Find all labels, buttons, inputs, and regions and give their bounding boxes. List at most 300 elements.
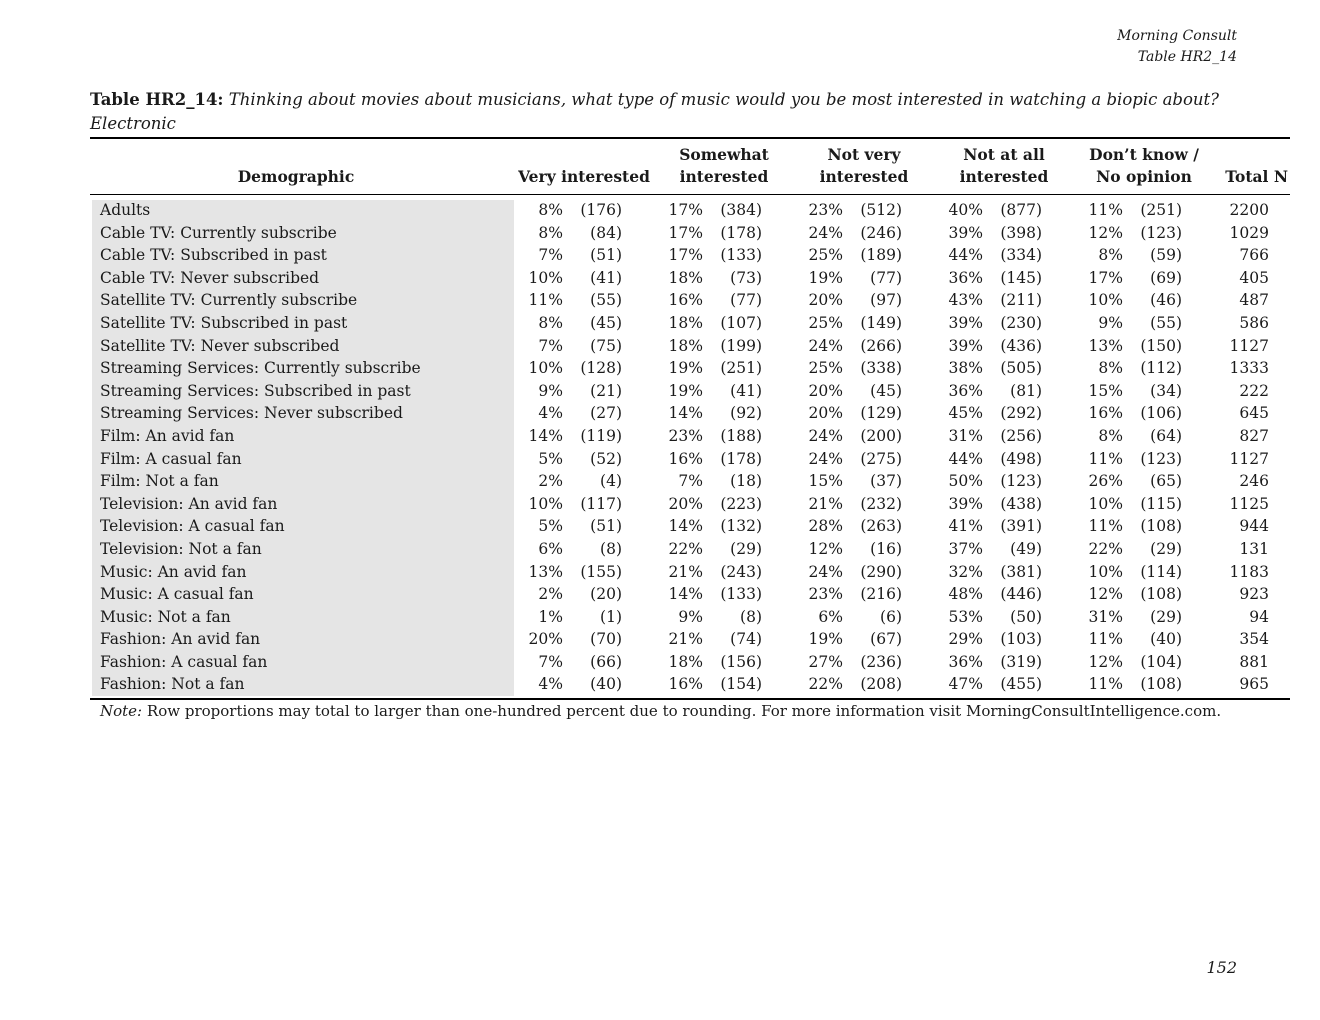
somewhat-interested-n: (73)	[730, 268, 762, 287]
not-at-all-interested-pct: 40%	[948, 201, 983, 219]
col-notatall-line1: Not at all	[963, 145, 1045, 164]
very-interested-pct: 1%	[538, 607, 563, 626]
total-n: 405	[1239, 268, 1269, 287]
very-interested-pct: 14%	[528, 426, 563, 445]
not-very-interested-n: (97)	[870, 291, 902, 310]
not-very-interested-n: (236)	[860, 652, 902, 671]
col-not-very-interested	[794, 144, 934, 188]
very-interested-pct: 8%	[538, 223, 563, 242]
very-interested-n: (27)	[590, 404, 622, 423]
not-very-interested-pct: 22%	[808, 675, 843, 694]
col-notvery-line2: interested	[819, 167, 909, 186]
very-interested-pct: 8%	[538, 313, 563, 332]
not-at-all-interested-pct: 50%	[948, 472, 983, 491]
demographic-label: Fashion: Not a fan	[100, 675, 245, 694]
somewhat-interested-pct: 16%	[668, 449, 703, 468]
not-very-interested-n: (266)	[860, 336, 902, 355]
total-n: 1333	[1229, 359, 1269, 378]
dont-know-pct: 12%	[1088, 585, 1123, 604]
col-notvery-line1: Not very	[827, 145, 901, 164]
not-at-all-interested-pct: 39%	[948, 313, 983, 332]
somewhat-interested-pct: 21%	[668, 630, 703, 649]
very-interested-pct: 2%	[538, 472, 563, 491]
total-n: 487	[1239, 291, 1269, 310]
demographic-label: Streaming Services: Currently subscribe	[100, 359, 421, 378]
not-very-interested-n: (246)	[860, 223, 902, 242]
dont-know-pct: 8%	[1098, 246, 1123, 265]
somewhat-interested-pct: 7%	[678, 472, 703, 491]
not-at-all-interested-pct: 37%	[948, 539, 983, 558]
somewhat-interested-n: (107)	[720, 313, 762, 332]
somewhat-interested-n: (77)	[730, 291, 762, 310]
very-interested-n: (51)	[590, 517, 622, 536]
dont-know-pct: 12%	[1088, 652, 1123, 671]
total-n: 827	[1239, 426, 1269, 445]
table-note	[100, 700, 1221, 722]
not-very-interested-n: (200)	[860, 426, 902, 445]
dont-know-pct: 9%	[1098, 313, 1123, 332]
somewhat-interested-n: (8)	[740, 607, 762, 626]
not-at-all-interested-pct: 39%	[948, 336, 983, 355]
somewhat-interested-n: (74)	[730, 630, 762, 649]
total-n: 1183	[1229, 562, 1269, 581]
somewhat-interested-n: (199)	[720, 336, 762, 355]
demographic-label: Fashion: A casual fan	[100, 652, 268, 671]
not-very-interested-pct: 24%	[808, 562, 843, 581]
not-very-interested-n: (216)	[860, 585, 902, 604]
table-row	[90, 448, 1290, 471]
dont-know-n: (69)	[1150, 268, 1182, 287]
table-row	[90, 199, 1290, 222]
somewhat-interested-pct: 14%	[668, 517, 703, 536]
somewhat-interested-n: (178)	[720, 223, 762, 242]
not-at-all-interested-pct: 39%	[948, 223, 983, 242]
somewhat-interested-n: (154)	[720, 675, 762, 694]
not-at-all-interested-pct: 44%	[948, 449, 983, 468]
table-title	[90, 88, 1290, 136]
very-interested-pct: 4%	[538, 404, 563, 423]
somewhat-interested-pct: 16%	[668, 675, 703, 694]
very-interested-pct: 7%	[538, 336, 563, 355]
title-subtitle: Electronic	[90, 114, 176, 133]
somewhat-interested-n: (251)	[720, 359, 762, 378]
table-row	[90, 515, 1290, 538]
very-interested-n: (51)	[590, 246, 622, 265]
very-interested-pct: 20%	[528, 630, 563, 649]
table-row	[90, 493, 1290, 516]
not-very-interested-pct: 27%	[808, 652, 843, 671]
dont-know-n: (123)	[1140, 223, 1182, 242]
table-row	[90, 673, 1290, 696]
not-very-interested-n: (290)	[860, 562, 902, 581]
not-at-all-interested-pct: 31%	[948, 426, 983, 445]
demographic-label: Film: An avid fan	[100, 426, 235, 445]
not-very-interested-pct: 20%	[808, 404, 843, 423]
very-interested-n: (155)	[580, 562, 622, 581]
very-interested-n: (1)	[600, 607, 622, 626]
dont-know-pct: 11%	[1088, 630, 1123, 649]
somewhat-interested-n: (188)	[720, 426, 762, 445]
very-interested-n: (119)	[580, 426, 622, 445]
not-at-all-interested-n: (436)	[1000, 336, 1042, 355]
not-at-all-interested-pct: 32%	[948, 562, 983, 581]
somewhat-interested-n: (133)	[720, 585, 762, 604]
dont-know-pct: 11%	[1088, 675, 1123, 694]
col-not-at-all-interested	[934, 144, 1074, 188]
dont-know-pct: 10%	[1088, 494, 1123, 513]
not-at-all-interested-n: (211)	[1000, 291, 1042, 310]
not-very-interested-pct: 20%	[808, 381, 843, 400]
col-dk-line2: No opinion	[1096, 167, 1192, 186]
very-interested-pct: 7%	[538, 246, 563, 265]
very-interested-n: (66)	[590, 652, 622, 671]
col-total-n: Total N	[1225, 167, 1288, 186]
demographic-label: Satellite TV: Subscribed in past	[100, 313, 348, 332]
dont-know-pct: 11%	[1088, 201, 1123, 219]
dont-know-pct: 31%	[1088, 607, 1123, 626]
not-at-all-interested-n: (292)	[1000, 404, 1042, 423]
not-very-interested-n: (16)	[870, 539, 902, 558]
somewhat-interested-n: (156)	[720, 652, 762, 671]
very-interested-pct: 10%	[528, 268, 563, 287]
table-row	[90, 561, 1290, 584]
dont-know-n: (108)	[1140, 517, 1182, 536]
not-very-interested-n: (232)	[860, 494, 902, 513]
very-interested-n: (75)	[590, 336, 622, 355]
total-n: 1125	[1229, 494, 1269, 513]
org-name: Morning Consult	[1117, 28, 1237, 44]
not-very-interested-n: (45)	[870, 381, 902, 400]
col-somewhat-interested	[654, 144, 794, 188]
somewhat-interested-pct: 16%	[668, 291, 703, 310]
demographic-label: Streaming Services: Never subscribed	[100, 404, 403, 423]
demographic-label: Film: Not a fan	[100, 472, 219, 491]
not-at-all-interested-n: (230)	[1000, 313, 1042, 332]
not-very-interested-pct: 24%	[808, 426, 843, 445]
demographic-label: Cable TV: Currently subscribe	[100, 223, 337, 242]
total-n: 1029	[1229, 223, 1269, 242]
table-row	[90, 357, 1290, 380]
very-interested-n: (55)	[590, 291, 622, 310]
somewhat-interested-n: (132)	[720, 517, 762, 536]
dont-know-pct: 15%	[1088, 381, 1123, 400]
table-row	[90, 470, 1290, 493]
somewhat-interested-pct: 9%	[678, 607, 703, 626]
col-dk-line1: Don’t know /	[1089, 145, 1199, 164]
somewhat-interested-n: (18)	[730, 472, 762, 491]
demographic-label: Adults	[100, 201, 151, 219]
demographic-label: Television: Not a fan	[100, 539, 262, 558]
table-header	[90, 139, 1290, 195]
page-number: 152	[1206, 958, 1237, 977]
dont-know-n: (46)	[1150, 291, 1182, 310]
very-interested-pct: 11%	[528, 291, 563, 310]
very-interested-n: (4)	[600, 472, 622, 491]
dont-know-n: (114)	[1140, 562, 1182, 581]
demographic-label: Music: Not a fan	[100, 607, 231, 626]
col-somewhat-line2: interested	[679, 167, 769, 186]
very-interested-pct: 13%	[528, 562, 563, 581]
not-very-interested-pct: 19%	[808, 630, 843, 649]
dont-know-pct: 26%	[1088, 472, 1123, 491]
very-interested-pct: 10%	[528, 359, 563, 378]
not-very-interested-n: (129)	[860, 404, 902, 423]
dont-know-n: (108)	[1140, 585, 1182, 604]
dont-know-n: (115)	[1140, 494, 1182, 513]
very-interested-n: (176)	[580, 201, 622, 219]
not-very-interested-n: (67)	[870, 630, 902, 649]
not-very-interested-pct: 23%	[808, 201, 843, 219]
total-n: 246	[1239, 472, 1269, 491]
not-very-interested-n: (512)	[860, 201, 902, 219]
not-very-interested-n: (37)	[870, 472, 902, 491]
not-at-all-interested-n: (334)	[1000, 246, 1042, 265]
not-at-all-interested-pct: 38%	[948, 359, 983, 378]
somewhat-interested-pct: 19%	[668, 381, 703, 400]
not-very-interested-pct: 19%	[808, 268, 843, 287]
table-row	[90, 402, 1290, 425]
somewhat-interested-pct: 17%	[668, 223, 703, 242]
not-at-all-interested-n: (50)	[1010, 607, 1042, 626]
very-interested-pct: 6%	[538, 539, 563, 558]
dont-know-n: (40)	[1150, 630, 1182, 649]
total-n: 586	[1239, 313, 1269, 332]
total-n: 645	[1239, 404, 1269, 423]
title-label: Table HR2_14:	[90, 90, 224, 109]
demographic-label: Fashion: An avid fan	[100, 630, 261, 649]
not-at-all-interested-n: (498)	[1000, 449, 1042, 468]
not-at-all-interested-n: (505)	[1000, 359, 1042, 378]
somewhat-interested-n: (178)	[720, 449, 762, 468]
very-interested-n: (20)	[590, 585, 622, 604]
total-n: 354	[1239, 630, 1269, 649]
dont-know-n: (55)	[1150, 313, 1182, 332]
table-row	[90, 651, 1290, 674]
dont-know-pct: 12%	[1088, 223, 1123, 242]
very-interested-pct: 5%	[538, 517, 563, 536]
total-n: 131	[1239, 539, 1269, 558]
not-very-interested-n: (208)	[860, 675, 902, 694]
somewhat-interested-pct: 14%	[668, 585, 703, 604]
table-row	[90, 425, 1290, 448]
very-interested-n: (52)	[590, 449, 622, 468]
not-very-interested-pct: 25%	[808, 359, 843, 378]
total-n: 881	[1239, 652, 1269, 671]
total-n: 766	[1239, 246, 1269, 265]
dont-know-n: (150)	[1140, 336, 1182, 355]
somewhat-interested-pct: 18%	[668, 313, 703, 332]
not-very-interested-n: (263)	[860, 517, 902, 536]
very-interested-n: (41)	[590, 268, 622, 287]
not-very-interested-n: (149)	[860, 313, 902, 332]
not-very-interested-pct: 21%	[808, 494, 843, 513]
very-interested-pct: 10%	[528, 494, 563, 513]
title-question: Thinking about movies about musicians, what type of music would you be most interested in watching a biopic about?	[228, 90, 1220, 109]
demographic-label: Music: A casual fan	[100, 585, 254, 604]
table-row	[90, 289, 1290, 312]
not-at-all-interested-n: (123)	[1000, 472, 1042, 491]
somewhat-interested-n: (223)	[720, 494, 762, 513]
total-n: 944	[1239, 517, 1269, 536]
somewhat-interested-pct: 23%	[668, 426, 703, 445]
dont-know-pct: 17%	[1088, 268, 1123, 287]
col-notatall-line2: interested	[959, 167, 1049, 186]
somewhat-interested-n: (133)	[720, 246, 762, 265]
dont-know-n: (104)	[1140, 652, 1182, 671]
dont-know-n: (65)	[1150, 472, 1182, 491]
not-at-all-interested-pct: 29%	[948, 630, 983, 649]
not-at-all-interested-n: (49)	[1010, 539, 1042, 558]
somewhat-interested-pct: 19%	[668, 359, 703, 378]
col-dont-know	[1074, 144, 1214, 188]
dont-know-n: (112)	[1140, 359, 1182, 378]
total-n: 2200	[1229, 201, 1269, 219]
dont-know-pct: 16%	[1088, 404, 1123, 423]
not-at-all-interested-pct: 36%	[948, 381, 983, 400]
somewhat-interested-n: (41)	[730, 381, 762, 400]
dont-know-n: (123)	[1140, 449, 1182, 468]
table-body	[90, 195, 1290, 698]
table-row	[90, 583, 1290, 606]
not-at-all-interested-n: (319)	[1000, 652, 1042, 671]
very-interested-pct: 4%	[538, 675, 563, 694]
total-n: 222	[1239, 381, 1269, 400]
very-interested-n: (117)	[580, 494, 622, 513]
total-n: 94	[1249, 607, 1269, 626]
demographic-label: Television: A casual fan	[100, 517, 285, 536]
dont-know-pct: 8%	[1098, 359, 1123, 378]
not-very-interested-n: (77)	[870, 268, 902, 287]
not-very-interested-pct: 28%	[808, 517, 843, 536]
dont-know-pct: 10%	[1088, 291, 1123, 310]
somewhat-interested-n: (92)	[730, 404, 762, 423]
dont-know-pct: 10%	[1088, 562, 1123, 581]
somewhat-interested-pct: 21%	[668, 562, 703, 581]
table-row	[90, 628, 1290, 651]
dont-know-n: (251)	[1140, 201, 1182, 219]
not-at-all-interested-n: (391)	[1000, 517, 1042, 536]
not-very-interested-n: (275)	[860, 449, 902, 468]
crosstab-table	[90, 137, 1290, 700]
not-very-interested-pct: 23%	[808, 585, 843, 604]
demographic-label: Television: An avid fan	[100, 494, 278, 513]
demographic-label: Film: A casual fan	[100, 449, 242, 468]
dont-know-pct: 11%	[1088, 449, 1123, 468]
not-at-all-interested-pct: 44%	[948, 246, 983, 265]
not-very-interested-n: (6)	[880, 607, 902, 626]
dont-know-n: (108)	[1140, 675, 1182, 694]
not-at-all-interested-n: (438)	[1000, 494, 1042, 513]
not-at-all-interested-n: (398)	[1000, 223, 1042, 242]
somewhat-interested-n: (29)	[730, 539, 762, 558]
very-interested-pct: 7%	[538, 652, 563, 671]
somewhat-interested-pct: 18%	[668, 336, 703, 355]
not-at-all-interested-n: (103)	[1000, 630, 1042, 649]
not-at-all-interested-n: (877)	[1000, 201, 1042, 219]
not-at-all-interested-n: (81)	[1010, 381, 1042, 400]
not-very-interested-pct: 12%	[808, 539, 843, 558]
table-row	[90, 222, 1290, 245]
note-text: Row proportions may total to larger than one-hundred percent due to rounding. For more information visit MorningConsultIntelligence.com.	[146, 702, 1222, 720]
table-row	[90, 380, 1290, 403]
table-row	[90, 312, 1290, 335]
not-very-interested-pct: 15%	[808, 472, 843, 491]
total-n: 1127	[1229, 336, 1269, 355]
somewhat-interested-pct: 18%	[668, 268, 703, 287]
not-at-all-interested-n: (446)	[1000, 585, 1042, 604]
not-at-all-interested-pct: 43%	[948, 291, 983, 310]
not-very-interested-n: (189)	[860, 246, 902, 265]
very-interested-n: (45)	[590, 313, 622, 332]
dont-know-n: (34)	[1150, 381, 1182, 400]
not-at-all-interested-n: (145)	[1000, 268, 1042, 287]
not-at-all-interested-pct: 45%	[948, 404, 983, 423]
somewhat-interested-pct: 17%	[668, 201, 703, 219]
very-interested-n: (128)	[580, 359, 622, 378]
very-interested-n: (70)	[590, 630, 622, 649]
dont-know-pct: 8%	[1098, 426, 1123, 445]
not-very-interested-pct: 25%	[808, 246, 843, 265]
table-row	[90, 606, 1290, 629]
not-very-interested-pct: 24%	[808, 336, 843, 355]
dont-know-n: (29)	[1150, 607, 1182, 626]
very-interested-n: (40)	[590, 675, 622, 694]
page-header	[1117, 26, 1237, 68]
col-very-interested: Very interested	[518, 167, 650, 186]
demographic-label: Satellite TV: Never subscribed	[100, 336, 340, 355]
note-label: Note:	[100, 702, 143, 720]
not-very-interested-n: (338)	[860, 359, 902, 378]
dont-know-pct: 13%	[1088, 336, 1123, 355]
dont-know-n: (64)	[1150, 426, 1182, 445]
not-at-all-interested-n: (455)	[1000, 675, 1042, 694]
not-very-interested-pct: 25%	[808, 313, 843, 332]
very-interested-n: (84)	[590, 223, 622, 242]
total-n: 1127	[1229, 449, 1269, 468]
somewhat-interested-n: (243)	[720, 562, 762, 581]
not-at-all-interested-n: (381)	[1000, 562, 1042, 581]
very-interested-pct: 5%	[538, 449, 563, 468]
somewhat-interested-pct: 17%	[668, 246, 703, 265]
dont-know-pct: 22%	[1088, 539, 1123, 558]
not-at-all-interested-pct: 48%	[948, 585, 983, 604]
demographic-label: Music: An avid fan	[100, 562, 247, 581]
table-row	[90, 538, 1290, 561]
very-interested-pct: 9%	[538, 381, 563, 400]
not-at-all-interested-pct: 47%	[948, 675, 983, 694]
somewhat-interested-pct: 18%	[668, 652, 703, 671]
not-at-all-interested-pct: 41%	[948, 517, 983, 536]
very-interested-pct: 2%	[538, 585, 563, 604]
dont-know-n: (106)	[1140, 404, 1182, 423]
somewhat-interested-pct: 14%	[668, 404, 703, 423]
demographic-label: Streaming Services: Subscribed in past	[100, 381, 411, 400]
somewhat-interested-pct: 22%	[668, 539, 703, 558]
dont-know-n: (59)	[1150, 246, 1182, 265]
not-very-interested-pct: 24%	[808, 223, 843, 242]
very-interested-n: (21)	[590, 381, 622, 400]
demographic-label: Satellite TV: Currently subscribe	[100, 291, 358, 310]
very-interested-pct: 8%	[538, 201, 563, 219]
not-at-all-interested-pct: 53%	[948, 607, 983, 626]
not-very-interested-pct: 20%	[808, 291, 843, 310]
total-n: 923	[1239, 585, 1269, 604]
table-row	[90, 267, 1290, 290]
somewhat-interested-pct: 20%	[668, 494, 703, 513]
col-demographic: Demographic	[237, 167, 355, 186]
dont-know-pct: 11%	[1088, 517, 1123, 536]
not-at-all-interested-pct: 36%	[948, 268, 983, 287]
